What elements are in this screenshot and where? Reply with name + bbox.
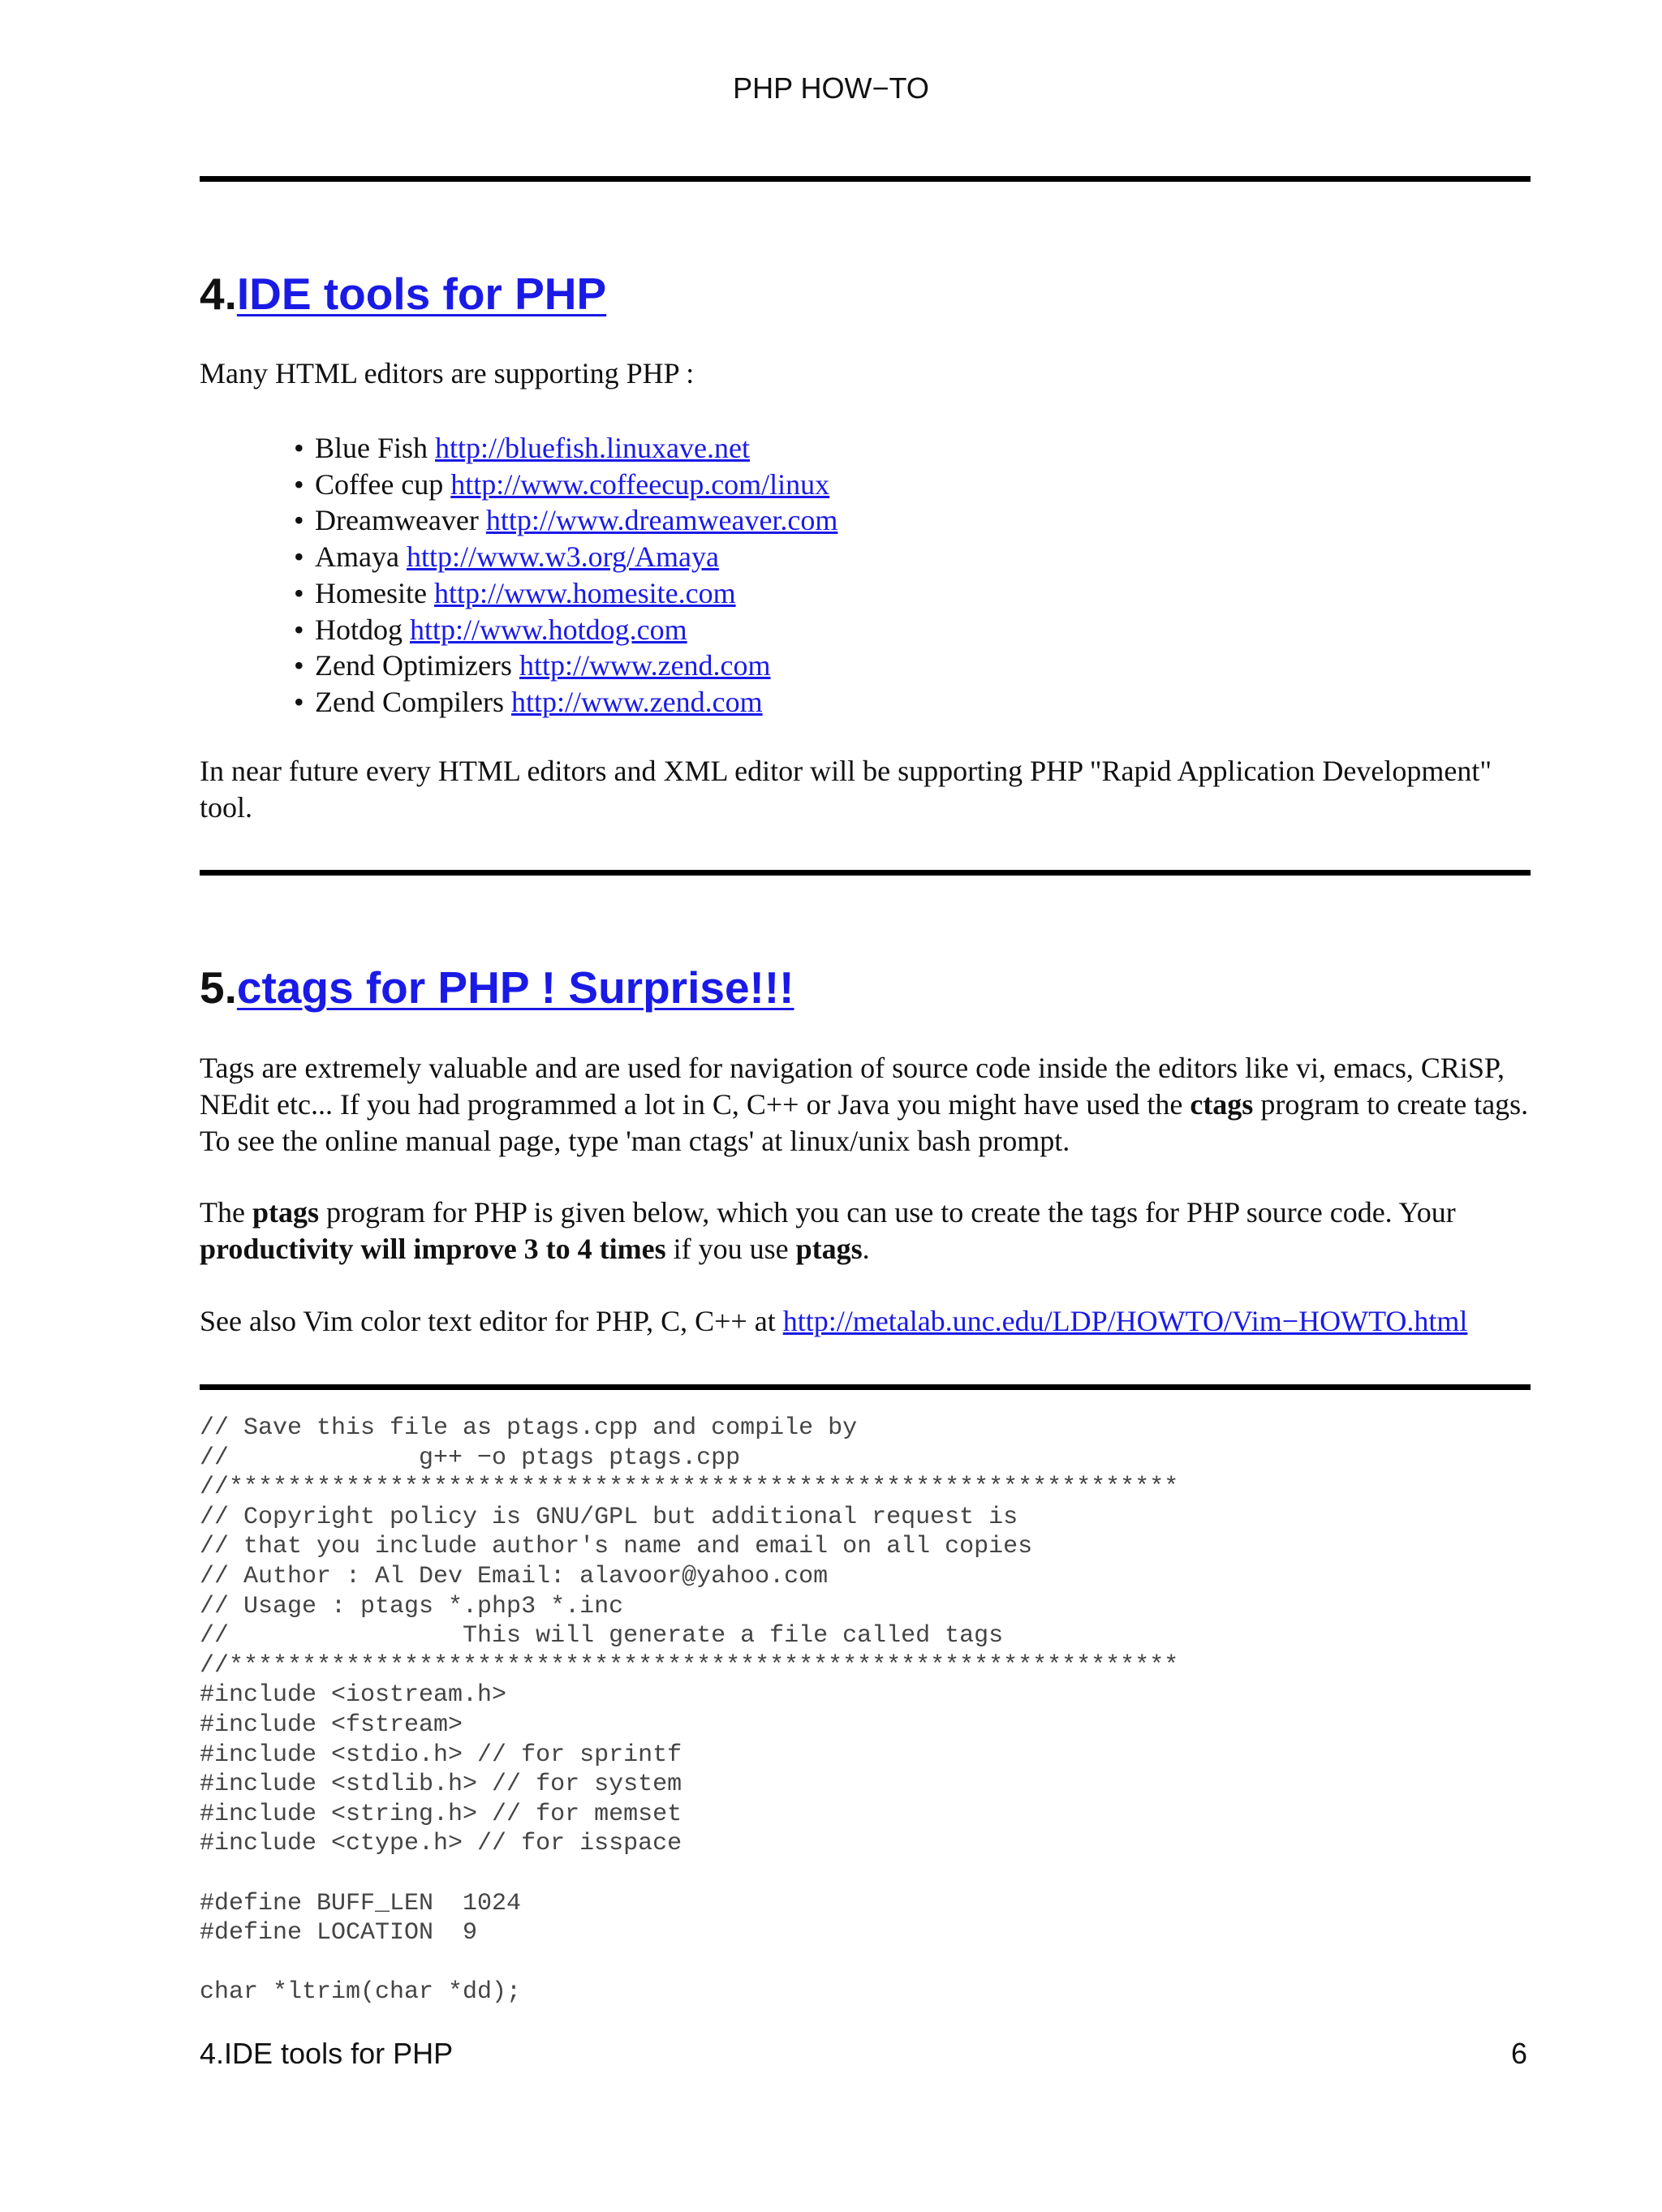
vim-paragraph-text: See also Vim color text editor for PHP, C, C++ at (200, 1305, 783, 1337)
ide-list-item (294, 430, 837, 467)
code-line: // Author : Al Dev Email: alavoor@yahoo.com (200, 1562, 829, 1590)
section-4-number: 4. (200, 269, 237, 319)
bullet-icon: • (294, 649, 304, 682)
ide-name: Homesite (315, 576, 427, 609)
ide-name: Dreamweaver (315, 504, 479, 537)
ctags-bold: ctags (1190, 1088, 1254, 1121)
ctags-paragraph-text-1: Tags are extremely valuable and are used for navigation of source code inside the editors like vi, emacs, CRiSP, NEdit etc... If you had programmed a lot in C, C++ or Java you might have used the (200, 1052, 1505, 1121)
code-line: #include <fstream> (200, 1711, 463, 1739)
vim-paragraph (200, 1303, 1531, 1340)
bullet-icon: • (294, 576, 304, 609)
ide-tools-list (294, 430, 837, 721)
ide-name: Hotdog (315, 613, 403, 646)
code-line: char *ltrim(char *dd); (200, 1978, 522, 2007)
ide-url-link[interactable]: http://www.zend.com (510, 685, 763, 718)
ide-list-item (294, 648, 837, 684)
ide-list-item (294, 467, 837, 503)
ide-list-item (294, 612, 837, 648)
top-divider (200, 176, 1531, 182)
section-4-title-link[interactable]: IDE tools for PHP (236, 269, 607, 319)
code-line: #define LOCATION 9 (200, 1919, 478, 1947)
section-5-number: 5. (200, 962, 237, 1013)
ide-name: Zend Optimizers (315, 649, 512, 682)
ide-name: Blue Fish (315, 432, 428, 464)
bullet-icon: • (294, 613, 304, 646)
ide-list-item (294, 539, 837, 575)
ctags-paragraph (200, 1050, 1531, 1160)
section-5-title-link[interactable]: ctags for PHP ! Surprise!!! (236, 962, 794, 1013)
section-4-outro: In near future every HTML editors and XML editor will be supporting PHP "Rapid Application Development" tool. (200, 755, 1492, 824)
ide-list-item (294, 502, 837, 539)
code-line: #define BUFF_LEN 1024 (200, 1889, 522, 1917)
ide-name: Amaya (315, 540, 399, 574)
ide-url-link[interactable]: http://www.homesite.com (433, 576, 736, 609)
code-line: // This will generate a file called tags (200, 1622, 1004, 1650)
code-line: #include <ctype.h> // for isspace (200, 1830, 682, 1858)
footer-section-title: 4.IDE tools for PHP (200, 2037, 454, 2070)
code-line: // Save this file as ptags.cpp and compile by (200, 1414, 858, 1442)
section-divider (200, 870, 1531, 876)
vim-howto-link[interactable]: http://metalab.unc.edu/LDP/HOWTO/Vim−HOWTO.html (782, 1305, 1468, 1337)
ide-name: Zend Compilers (315, 685, 504, 718)
ptags-paragraph-text-3: if you use (665, 1233, 796, 1265)
code-line: // that you include author's name and email on all copies (200, 1533, 1033, 1561)
bullet-icon: • (294, 467, 304, 501)
ide-url-link[interactable]: http://www.coffeecup.com/linux (450, 467, 830, 501)
code-line: //***************************************************************** (200, 1474, 1179, 1502)
code-line: // Copyright policy is GNU/GPL but additional request is (200, 1503, 1018, 1531)
bullet-icon: • (294, 432, 304, 464)
ide-name: Coffee cup (315, 467, 444, 501)
ptags-paragraph-text-2: program for PHP is given below, which you can use to create the tags for PHP source code. Your (319, 1196, 1456, 1229)
ide-url-link[interactable]: http://www.zend.com (519, 649, 771, 682)
code-line: #include <iostream.h> (200, 1681, 507, 1710)
ptags-bold: ptags (252, 1196, 319, 1229)
ide-list-item (294, 684, 837, 721)
ide-url-link[interactable]: http://bluefish.linuxave.net (435, 432, 750, 464)
bullet-icon: • (294, 540, 304, 574)
ide-url-link[interactable]: http://www.dreamweaver.com (485, 504, 838, 537)
ide-list-item (294, 575, 837, 612)
ptags-paragraph-end: . (862, 1233, 870, 1265)
productivity-bold: productivity will improve 3 to 4 times (200, 1233, 666, 1265)
code-line: #include <stdlib.h> // for system (200, 1771, 682, 1799)
section-4-heading (200, 268, 606, 320)
code-line: // g++ −o ptags ptags.cpp (200, 1444, 741, 1472)
code-line: //***************************************************************** (200, 1651, 1179, 1680)
ptags-paragraph (200, 1194, 1531, 1267)
section-4-intro: Many HTML editors are supporting PHP : (200, 357, 695, 389)
ptags-bold-2: ptags (795, 1233, 863, 1265)
ptags-paragraph-text-1: The (200, 1196, 252, 1229)
ctags-paragraph-text-2: program to create tags. To see the online manual page, type 'man ctags' at linux/unix bash prompt. (200, 1088, 1529, 1157)
page-header: PHP HOW−TO (733, 71, 929, 105)
code-line: // Usage : ptags *.php3 *.inc (200, 1592, 624, 1620)
code-block (200, 1414, 1178, 2008)
section-5-heading (200, 962, 794, 1013)
code-line: #include <string.h> // for memset (200, 1800, 682, 1828)
code-divider (200, 1384, 1531, 1390)
bullet-icon: • (294, 685, 304, 718)
code-line: #include <stdio.h> // for sprintf (200, 1741, 682, 1769)
ide-url-link[interactable]: http://www.hotdog.com (410, 613, 687, 646)
bullet-icon: • (294, 504, 304, 537)
footer-page-number: 6 (1510, 2037, 1527, 2070)
ide-url-link[interactable]: http://www.w3.org/Amaya (406, 540, 719, 574)
